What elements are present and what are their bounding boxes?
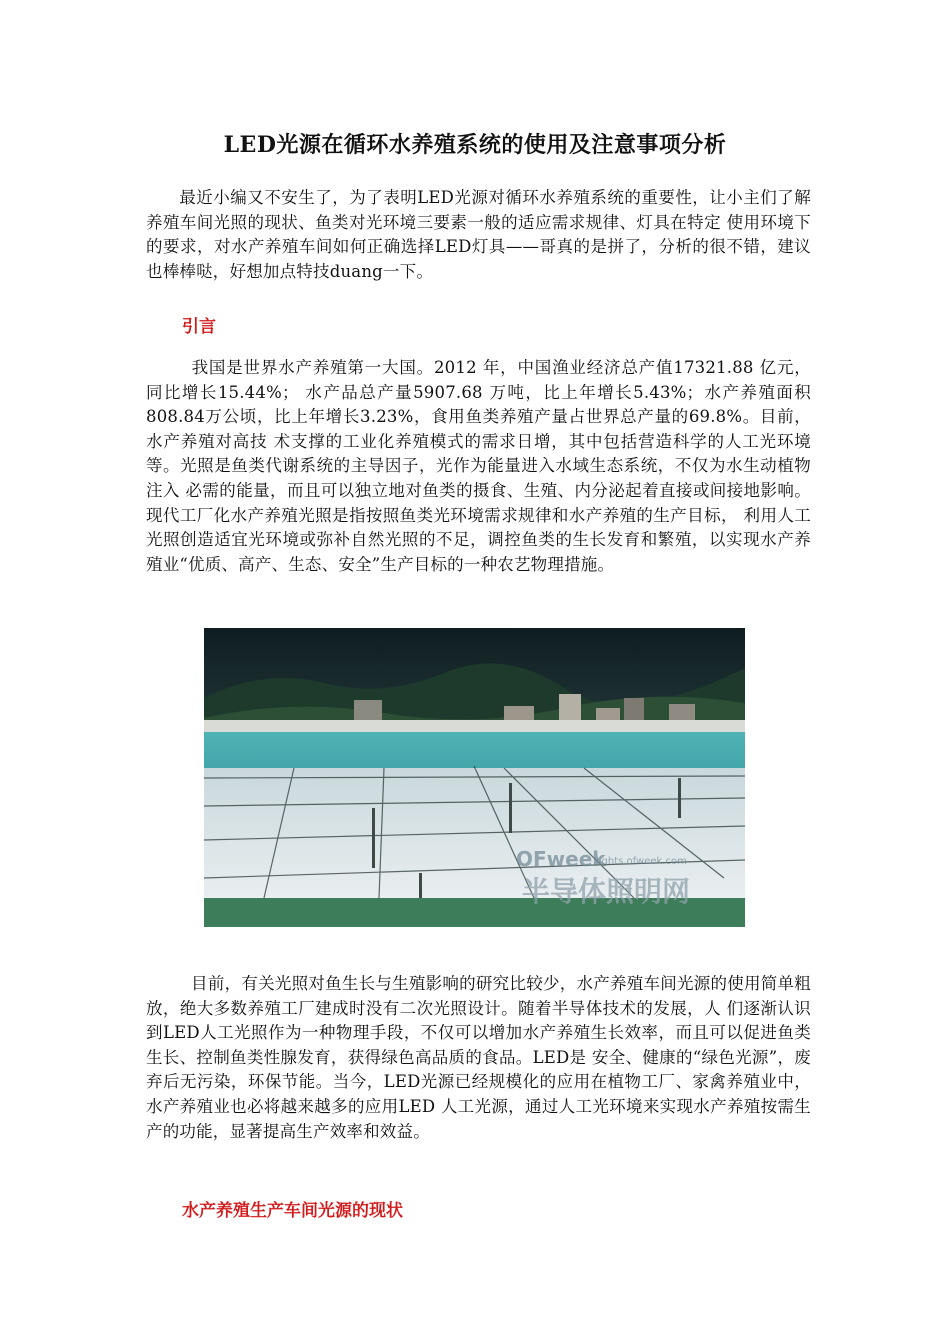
aquaculture-photo (204, 628, 745, 927)
intro-paragraph-text: 最近小编又不安生了，为了表明LED光源对循环水养殖系统的重要性，让小主们了解养殖车间光照的现状、鱼类对光环境三要素一般的适应需求规律、灯具在特定 使用环境下的要求，对水产养殖车间如何正确选择LED灯具——哥真的是拼了，分析的很不错，建议也棒棒哒，好想加点特技duang一下。 (146, 188, 811, 281)
watermark-url: lights.ofweek.com (596, 856, 687, 867)
body-paragraph-1 (146, 356, 811, 577)
body-paragraph-2-text: 目前，有关光照对鱼生长与生殖影响的研究比较少，水产养殖车间光源的使用简单粗放，绝大多数养殖工厂建成时没有二次光照设计。随着半导体技术的发展，人 们逐渐认识到LED人工光照作为一种物理手段，不仅可以增加水产养殖生长效率，而且可以促进鱼类生长、控制鱼类性腺发育，获得绿色高品质的食品。LED是 安全、健康的“绿色光源”，废弃后无污染，环保节能。当今，LED光源已经规模化的应用在植物工厂、家禽养殖业中，水产养殖业也必将越来越多的应用LED 人工光源，通过人工光环境来实现水产养殖按需生产的功能，显著提高生产效率和效益。 (146, 974, 811, 1141)
page-title: LED光源在循环水养殖系统的使用及注意事项分析 (223, 132, 727, 158)
intro-paragraph (146, 186, 811, 284)
body-paragraph-2 (146, 972, 811, 1144)
section-heading-status: 水产养殖生产车间光源的现状 (182, 1201, 403, 1221)
body-paragraph-1-text: 我国是世界水产养殖第一大国。2012 年，中国渔业经济总产值17321.88 亿元， 同比增长15.44%； 水产品总产量5907.68 万吨，比上年增长5.43%；水产养殖面积808.84万公顷，比上年增长3.23%，食用鱼类养殖产量占世界总产量的69.8%。目前，水产养殖对高技 术支撑的工业化养殖模式的需求日增，其中包括营造科学的人工光环境等。光照是鱼类代谢系统的主导因子，光作为能量进入水域生态系统，不仅为水生动植物注入 必需的能量，而且可以独立地对鱼类的摄食、生殖、内分泌起着直接或间接地影响。现代工厂化水产养殖光照是指按照鱼类光环境需求规律和水产养殖的生产目标， 利用人工光照创造适宜光环境或弥补自然光照的不足，调控鱼类的生长发育和繁殖，以实现水产养殖业“优质、高产、生态、安全”生产目标的一种农艺物理措施。 (146, 358, 811, 574)
watermark-logo: OFweek (516, 847, 606, 871)
section-heading-introduction: 引言 (182, 317, 216, 337)
watermark-text: 半导体照明网 (522, 875, 691, 908)
